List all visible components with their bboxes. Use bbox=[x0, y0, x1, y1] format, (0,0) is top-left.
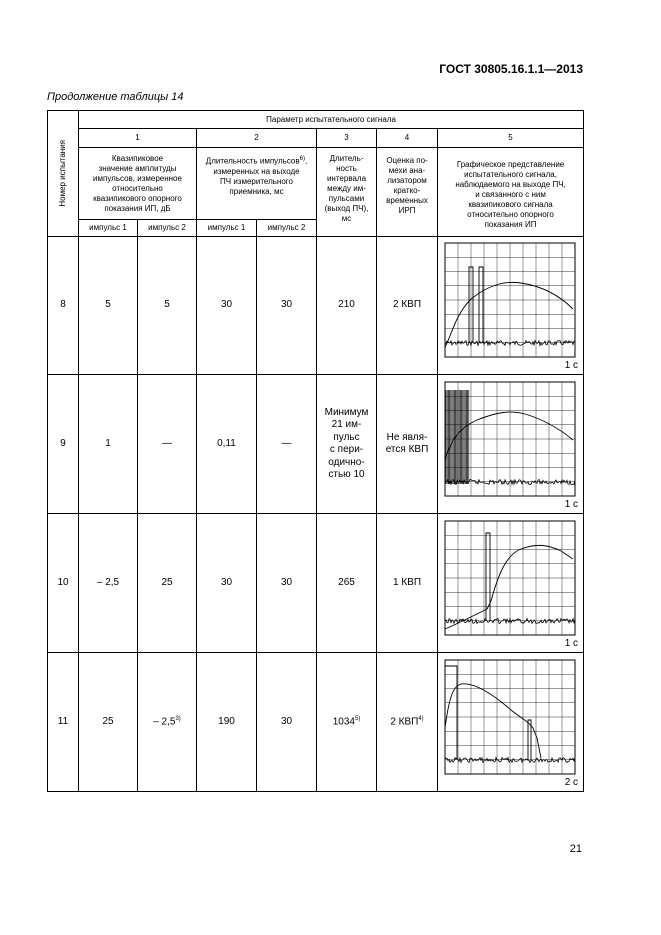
amplitude-1: 25 bbox=[79, 653, 138, 792]
amplitude-2: – 2,5$^{3)}$ bbox=[138, 653, 197, 792]
signal-graph bbox=[438, 375, 584, 514]
interval: 210 bbox=[317, 237, 377, 375]
duration-2: 30 bbox=[257, 237, 317, 375]
table-row bbox=[48, 375, 584, 514]
interval-header: Длитель- ность интервала между им- пульсами (выход ПЧ), мс bbox=[317, 148, 377, 237]
table-row bbox=[48, 653, 584, 792]
duration-2: 30 bbox=[257, 514, 317, 653]
table-continuation-caption: Продолжение таблицы 14 bbox=[47, 91, 184, 103]
table-row bbox=[48, 514, 584, 653]
subheader-amplitude-impulse-2: импульс 2 bbox=[138, 220, 197, 237]
duration-2: — bbox=[257, 375, 317, 514]
duration-1: 190 bbox=[197, 653, 257, 792]
amplitude-header: Квазипиковое значение амплитуды импульсов, измеренное относительно квазипикового опорного показания ИП, дБ bbox=[79, 148, 197, 220]
signal-graph bbox=[438, 514, 584, 653]
amplitude-1: – 2,5 bbox=[79, 514, 138, 653]
amplitude-1: 5 bbox=[79, 237, 138, 375]
amplitude-2: — bbox=[138, 375, 197, 514]
time-scale: 1 с bbox=[564, 360, 579, 372]
subheader-amplitude-impulse-1: импульс 1 bbox=[79, 220, 138, 237]
document-code: ГОСТ 30805.16.1.1—2013 bbox=[439, 62, 583, 76]
signal-plot-9 bbox=[441, 380, 579, 498]
signal-plot-8 bbox=[441, 241, 579, 359]
parameter-header: Параметр испытательного сигнала bbox=[79, 111, 584, 129]
test-number-header: Номер испытания bbox=[48, 111, 79, 237]
col-number-1: 1 bbox=[79, 129, 197, 148]
test-number: 10 bbox=[48, 514, 79, 653]
duration-1: 30 bbox=[197, 237, 257, 375]
interval: 1034$^{5)}$ bbox=[317, 653, 377, 792]
interval: Минимум 21 им- пульс с пери- одично- стью 10 bbox=[317, 375, 377, 514]
interval: 265 bbox=[317, 514, 377, 653]
click-rating-header: Оценка по- мехи ана- лизатором кратко- временных ИРП bbox=[377, 148, 438, 237]
amplitude-2: 25 bbox=[138, 514, 197, 653]
click-rating: 2 КВП$^{4)}$ bbox=[377, 653, 438, 792]
duration-header: Длительность импульсов$^{6)}$, измеренных на выходе ПЧ измерительного приемника, мс bbox=[197, 148, 317, 220]
col-number-2: 2 bbox=[197, 129, 317, 148]
amplitude-2: 5 bbox=[138, 237, 197, 375]
duration-1: 30 bbox=[197, 514, 257, 653]
signal-plot-10 bbox=[441, 519, 579, 637]
signal-graph bbox=[438, 237, 584, 375]
col-number-5: 5 bbox=[438, 129, 584, 148]
time-scale: 2 с bbox=[564, 776, 579, 788]
graph-header: Графическое представление испытательного сигнала, наблюдаемого на выходе ПЧ, и связанного с ним квазипикового сигнала относительно опорного показания ИП bbox=[438, 148, 584, 237]
click-rating: 2 КВП bbox=[377, 237, 438, 375]
time-scale: 1 с bbox=[564, 637, 579, 649]
page-number: 21 bbox=[569, 843, 582, 855]
col-number-4: 4 bbox=[377, 129, 438, 148]
amplitude-1: 1 bbox=[79, 375, 138, 514]
col-number-3: 3 bbox=[317, 129, 377, 148]
test-number: 9 bbox=[48, 375, 79, 514]
parameters-table bbox=[47, 110, 584, 792]
time-scale: 1 с bbox=[564, 498, 579, 510]
click-rating: Не явля- ется КВП bbox=[377, 375, 438, 514]
signal-graph bbox=[438, 653, 584, 792]
duration-1: 0,11 bbox=[197, 375, 257, 514]
test-number: 11 bbox=[48, 653, 79, 792]
signal-plot-11 bbox=[441, 658, 579, 776]
test-number: 8 bbox=[48, 237, 79, 375]
click-rating: 1 КВП bbox=[377, 514, 438, 653]
subheader-duration-impulse-2: импульс 2 bbox=[257, 220, 317, 237]
duration-2: 30 bbox=[257, 653, 317, 792]
subheader-duration-impulse-1: импульс 1 bbox=[197, 220, 257, 237]
table-row bbox=[48, 237, 584, 375]
